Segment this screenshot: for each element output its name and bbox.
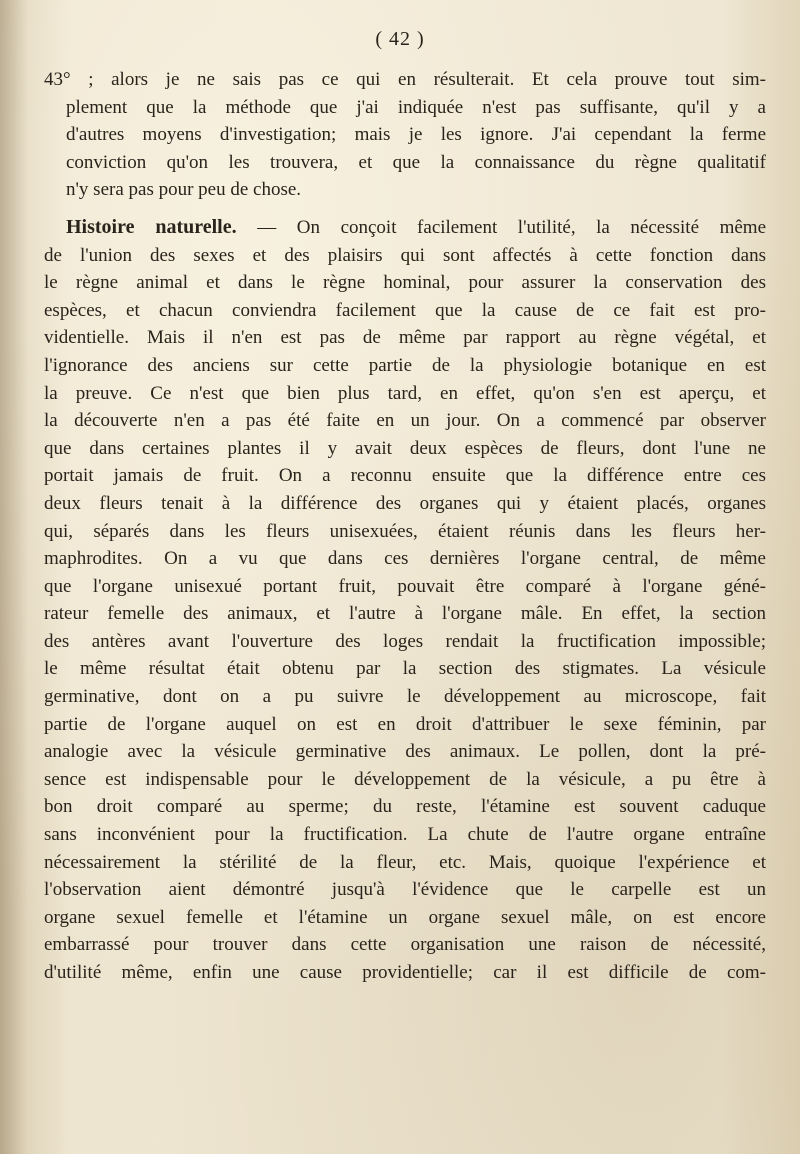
text-line: sans inconvénient pour la fructification. La chute de l'autre organe entraîne	[44, 824, 766, 846]
text-line: 43° ; alors je ne sais pas ce qui en résulterait. Et cela prouve tout sim-	[44, 69, 766, 90]
text-line: conviction qu'on les trouvera, et que la connaissance du règne qualitatif	[66, 151, 766, 173]
text-line: qui, séparés dans les fleurs unisexuées, étaient réunis dans les fleurs her-	[44, 520, 766, 542]
text-line: la preuve. Ce n'est que bien plus tard, en effet, qu'on s'en est aperçu, et	[44, 382, 766, 404]
text-line: analogie avec la vésicule germinative des animaux. Le pollen, dont la pré-	[44, 741, 766, 763]
text-line: que dans certaines plantes il y avait deux espèces de fleurs, dont l'une ne	[44, 437, 766, 459]
text-line: que l'organe unisexué portant fruit, pouvait être comparé à l'organe géné-	[44, 575, 766, 597]
section-first-line	[44, 214, 766, 242]
text-line: rateur femelle des animaux, et l'autre à l'organe mâle. En effet, la section	[44, 603, 766, 625]
text-line: portait jamais de fruit. On a reconnu ensuite que la différence entre ces	[44, 465, 766, 487]
text-line: d'utilité même, enfin une cause providentielle; car il est difficile de com-	[44, 962, 766, 983]
text-line: bon droit comparé au sperme; du reste, l'étamine est souvent caduque	[44, 796, 766, 818]
text-line: plement que la méthode que j'ai indiquée n'est pas suffisante, qu'il y a	[66, 96, 766, 118]
page-gutter-shadow	[0, 0, 28, 1154]
text-line: n'y sera pas pour peu de chose.	[66, 179, 302, 201]
text-line: l'ignorance des anciens sur cette partie de la physiologie botanique en est	[44, 354, 766, 376]
text-line: espèces, et chacun conviendra facilement que la cause de ce fait est pro-	[44, 299, 766, 321]
text-line: d'autres moyens d'investigation; mais je les ignore. J'ai cependant la ferme	[66, 124, 766, 146]
text-line: germinative, dont on a pu suivre le développement au microscope, fait	[44, 686, 766, 708]
text-line: maphrodites. On a vu que dans ces dernières l'organe central, de même	[44, 548, 766, 570]
text-line: videntielle. Mais il n'en est pas de même par rapport au règne végétal, et	[44, 327, 766, 349]
text-line: sence est indispensable pour le développement de la vésicule, a pu être à	[44, 768, 766, 790]
text-line: des antères avant l'ouverture des loges rendait la fructification impossible;	[44, 630, 766, 652]
text-line: embarrassé pour trouver dans cette organisation une raison de nécessité,	[44, 934, 766, 956]
section-heading: Histoire naturelle.	[66, 215, 237, 238]
text-line: deux fleurs tenait à la différence des organes qui y étaient placés, organes	[44, 492, 766, 514]
text-line: la découverte n'en a pas été faite en un jour. On a commencé par observer	[44, 410, 766, 432]
text-line: le même résultat était obtenu par la section des stigmates. La vésicule	[44, 658, 766, 680]
text-line: de l'union des sexes et des plaisirs qui sont affectés à cette fonction dans	[44, 244, 766, 266]
text-line: nécessairement la stérilité de la fleur, etc. Mais, quoique l'expérience et	[44, 851, 766, 873]
text-line: le règne animal et dans le règne hominal, pour assurer la conservation des	[44, 272, 766, 294]
text-line: organe sexuel femelle et l'étamine un organe sexuel mâle, on est encore	[44, 906, 766, 928]
text-line: partie de l'organe auquel on est en droit d'attribuer le sexe féminin, par	[44, 713, 766, 735]
body-text	[44, 66, 766, 987]
text-line: l'observation aient démontré jusqu'à l'évidence que le carpelle est un	[44, 879, 766, 901]
section-lead-text: — On conçoit facilement l'utilité, la nécessité même	[257, 216, 766, 238]
paragraph-gap	[44, 204, 766, 214]
page-number: ( 42 )	[375, 28, 425, 50]
